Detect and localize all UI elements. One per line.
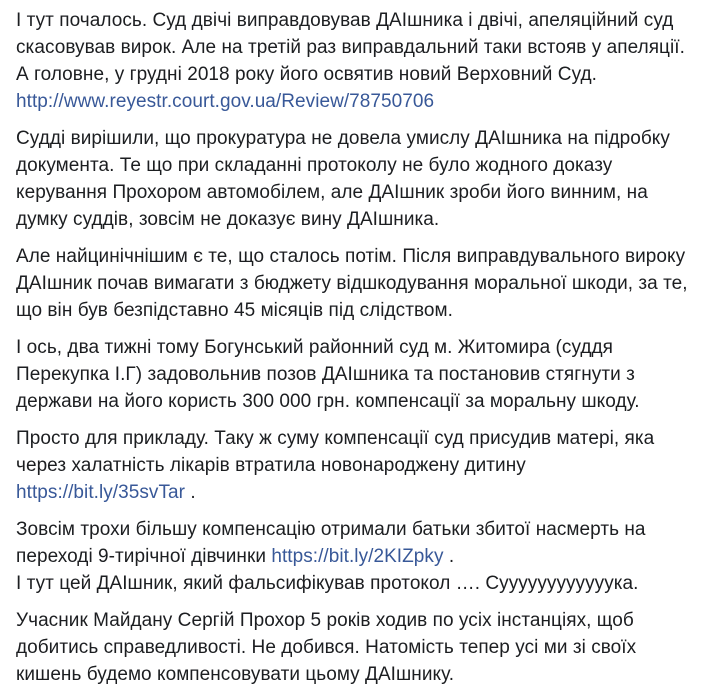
paragraph-3-text: Але найцинічнішим є те, що сталось потім. Після виправдувального вироку ДАІшник почав вимагати з бюджету відшкодування моральної шкоди, за те, що він був безпідставно 45 місяців під слідством. — [16, 246, 688, 321]
paragraph-1 — [16, 7, 700, 115]
paragraph-7-text: Учасник Майдану Сергій Прохор 5 років ходив по усіх інстанціях, щоб добитись справедливості. Не добився. Натомість тепер усі ми зі своїх кишень будемо компенсовувати цьому ДАІшнику. — [16, 610, 637, 685]
paragraph-6-tail: . — [443, 546, 455, 567]
paragraph-1-text: І тут почалось. Суд двічі виправдовував ДАІшника і двічі, апеляційний суд скасовував вирок. Але на третій раз виправдальний таки встояв у апеляції. А головне, у грудні 2018 року його освятив новий Верховний Суд. — [16, 10, 685, 85]
bitly-link-35svtar[interactable]: https://bit.ly/35svTar — [16, 482, 186, 503]
paragraph-6-text: Зовсім трохи більшу компенсацію отримали батьки збитої насмерть на переході 9-тирічної дівчинки — [16, 519, 646, 567]
paragraph-2-text: Судді вирішили, що прокуратура не довела умислу ДАІшника на підробку документа. Те що при складанні протоколу не було жодного доказу керування Прохором автомобілем, але ДАІшник зроби його винним, на думку суддів, зовсім не доказує вину ДАІшника. — [16, 128, 670, 230]
paragraph-6-line-2: І тут цей ДАІшник, який фальсифікував протокол …. Суууууууууууука. — [16, 573, 639, 594]
paragraph-5 — [16, 425, 700, 506]
post-body — [16, 7, 700, 698]
court-registry-link[interactable]: http://www.reyestr.court.gov.ua/Review/78750706 — [16, 91, 435, 112]
bitly-link-2kizpky[interactable]: https://bit.ly/2KIZpky — [271, 546, 444, 567]
paragraph-7 — [16, 607, 700, 688]
paragraph-3 — [16, 243, 700, 324]
paragraph-5-tail: . — [185, 482, 196, 503]
paragraph-6 — [16, 516, 700, 597]
paragraph-4-text: І ось, два тижні тому Богунський районний суд м. Житомира (суддя Перекупка І.Г) задовольнив позов ДАІшника та постановив стягнути з держави на його користь 300 000 грн. компенсації за моральну шкоду. — [16, 337, 640, 412]
paragraph-5-text: Просто для прикладу. Таку ж суму компенсації суд присудив матері, яка через халатність лікарів втратила новонароджену дитину — [16, 428, 655, 476]
paragraph-2 — [16, 125, 700, 233]
paragraph-4 — [16, 334, 700, 415]
